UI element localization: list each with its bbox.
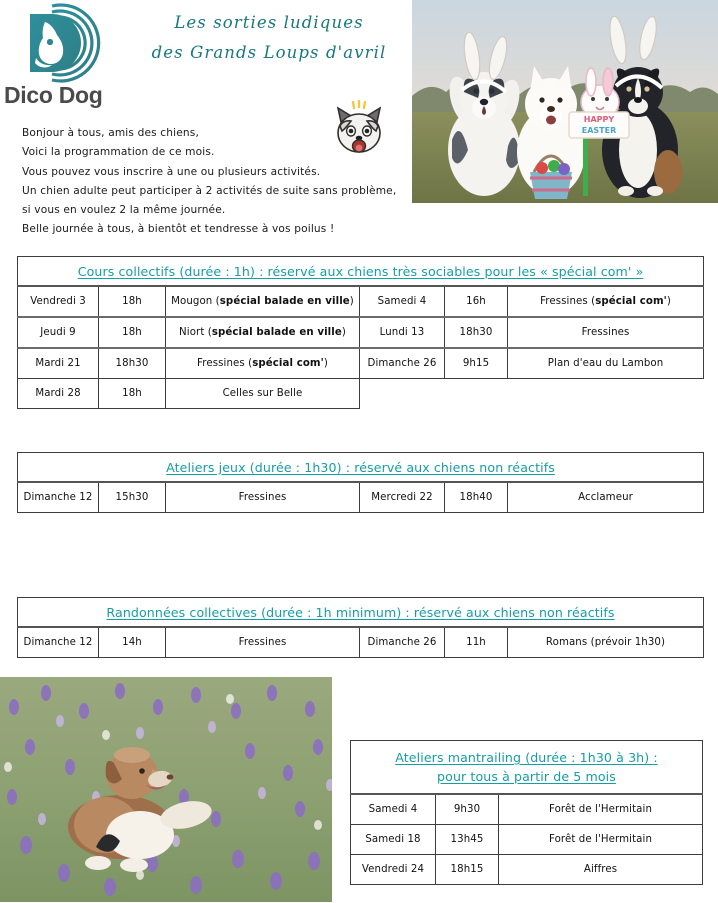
cell-day: Samedi 4 [360,286,445,317]
table-mantrailing-title-line-1: Ateliers mantrailing (durée : 1h30 à 3h) : [395,750,658,765]
cell-time: 14h [99,627,166,658]
svg-text:HAPPY: HAPPY [583,115,615,124]
cell-day: Jeudi 9 [18,317,99,348]
cell-place [508,317,704,348]
cell-time: 18h30 [445,317,508,348]
cell-empty [360,379,445,409]
place-plain: Celles sur Belle [222,388,303,399]
cell-time: 11h [445,627,508,658]
table-mantrailing-title-line-2: pour tous à partir de 5 mois [437,769,616,784]
cell-place [508,348,704,379]
place-plain: Plan d'eau du Lambon [547,358,664,369]
table-row [18,482,704,513]
page-title [128,8,410,68]
place-plain: Fressines ( [540,296,596,307]
place-tail: ) [341,327,346,338]
table-jeux-title-cell [18,453,704,483]
cell-place: Forêt de l'Hermitain [499,794,703,825]
table-ateliers-jeux [17,452,704,513]
table-cours-collectifs [17,256,704,409]
place-bold: spécial balade en ville [219,296,350,307]
table-mantrailing-title-cell [351,741,703,795]
table-jeux-title: Ateliers jeux (durée : 1h30) : réservé aux chiens non réactifs [166,459,555,475]
brand-logo [4,2,116,110]
page-title-line-1: Les sorties ludiques [174,13,364,32]
brand-wordmark: Dico Dog [4,82,103,108]
cell-place [166,348,360,379]
cell-day: Dimanche 26 [360,627,445,658]
cell-day: Samedi 18 [351,825,436,855]
cell-day: Vendredi 24 [351,855,436,885]
table-row [18,627,704,658]
cell-time: 18h30 [99,348,166,379]
table-row [351,825,703,855]
place-bold: spécial com' [252,358,324,369]
intro-line-4: Un chien adulte peut participer à 2 activités de suite sans problème, [22,184,397,197]
cell-place: Acclameur [508,482,704,513]
intro-line-5: si vous en voulez 2 la même journée. [22,204,226,217]
table-row [351,794,703,825]
cell-place [166,379,360,409]
table-jeux-title-row [18,453,704,483]
intro-line-6: Belle journée à tous, à bientôt et tendresse à vos poilus ! [22,223,335,236]
cell-time: 18h [99,379,166,409]
dog-head-logo-icon [12,2,104,84]
table-row [351,855,703,885]
table-row [18,286,704,317]
cell-time: 18h [99,317,166,348]
husky-face-emoji [329,100,389,160]
place-tail: ) [666,296,671,307]
table-row [18,317,704,348]
cell-time: 15h30 [99,482,166,513]
cell-time: 9h15 [445,348,508,379]
intro-line-2: Voici la programmation de ce mois. [22,146,215,159]
table-ateliers-mantrailing [350,740,703,885]
place-plain: Niort ( [179,327,212,338]
table-row [18,348,704,379]
cell-day: Mercredi 22 [360,482,445,513]
place-plain: Fressines [581,327,630,338]
table-rando-title-row [18,598,704,628]
cell-day: Mardi 28 [18,379,99,409]
table-mantrailing-title-row [351,741,703,795]
cell-day: Dimanche 12 [18,482,99,513]
cell-time: 18h40 [445,482,508,513]
cell-day: Dimanche 26 [360,348,445,379]
crocus-photo-aussie-dog [0,677,332,902]
table-row [18,379,704,409]
cell-time: 16h [445,286,508,317]
table-rando-title: Randonnées collectives (durée : 1h minimum) : réservé aux chiens non réactifs [106,604,615,620]
table-rando-title-cell [18,598,704,628]
page-title-line-2: des Grands Loups d'avril [151,43,387,62]
intro-line-3: Vous pouvez vous inscrire à une ou plusieurs activités. [22,165,321,178]
cell-place: Aiffres [499,855,703,885]
cell-place: Romans (prévoir 1h30) [508,627,704,658]
place-bold: spécial com' [595,296,667,307]
table-cours-title-row [18,257,704,287]
cell-time: 13h45 [436,825,499,855]
place-tail: ) [323,358,328,369]
cell-time: 18h15 [436,855,499,885]
cell-day: Lundi 13 [360,317,445,348]
cell-day: Samedi 4 [351,794,436,825]
table-cours-title: Cours collectifs (durée : 1h) : réservé aux chiens très sociables pour les « spécial com' » [77,263,644,279]
table-randonnees-collectives [17,597,704,658]
place-plain: Fressines ( [197,358,253,369]
cell-place [166,286,360,317]
cell-day: Dimanche 12 [18,627,99,658]
cell-place [508,286,704,317]
table-mantrailing-title [395,748,657,786]
cell-place [166,317,360,348]
cell-empty [508,379,704,409]
place-plain: Mougon ( [171,296,220,307]
cell-time: 18h [99,286,166,317]
table-cours-title-cell [18,257,704,287]
cell-place: Forêt de l'Hermitain [499,825,703,855]
svg-text:EASTER: EASTER [581,126,617,135]
cell-empty [445,379,508,409]
cell-time: 9h30 [436,794,499,825]
cell-place: Fressines [166,482,360,513]
place-tail: ) [349,296,354,307]
hero-photo-easter-dogs [412,0,718,203]
place-bold: spécial balade en ville [211,327,342,338]
intro-line-1: Bonjour à tous, amis des chiens, [22,127,199,139]
cell-place: Fressines [166,627,360,658]
cell-day: Vendredi 3 [18,286,99,317]
cell-day: Mardi 21 [18,348,99,379]
